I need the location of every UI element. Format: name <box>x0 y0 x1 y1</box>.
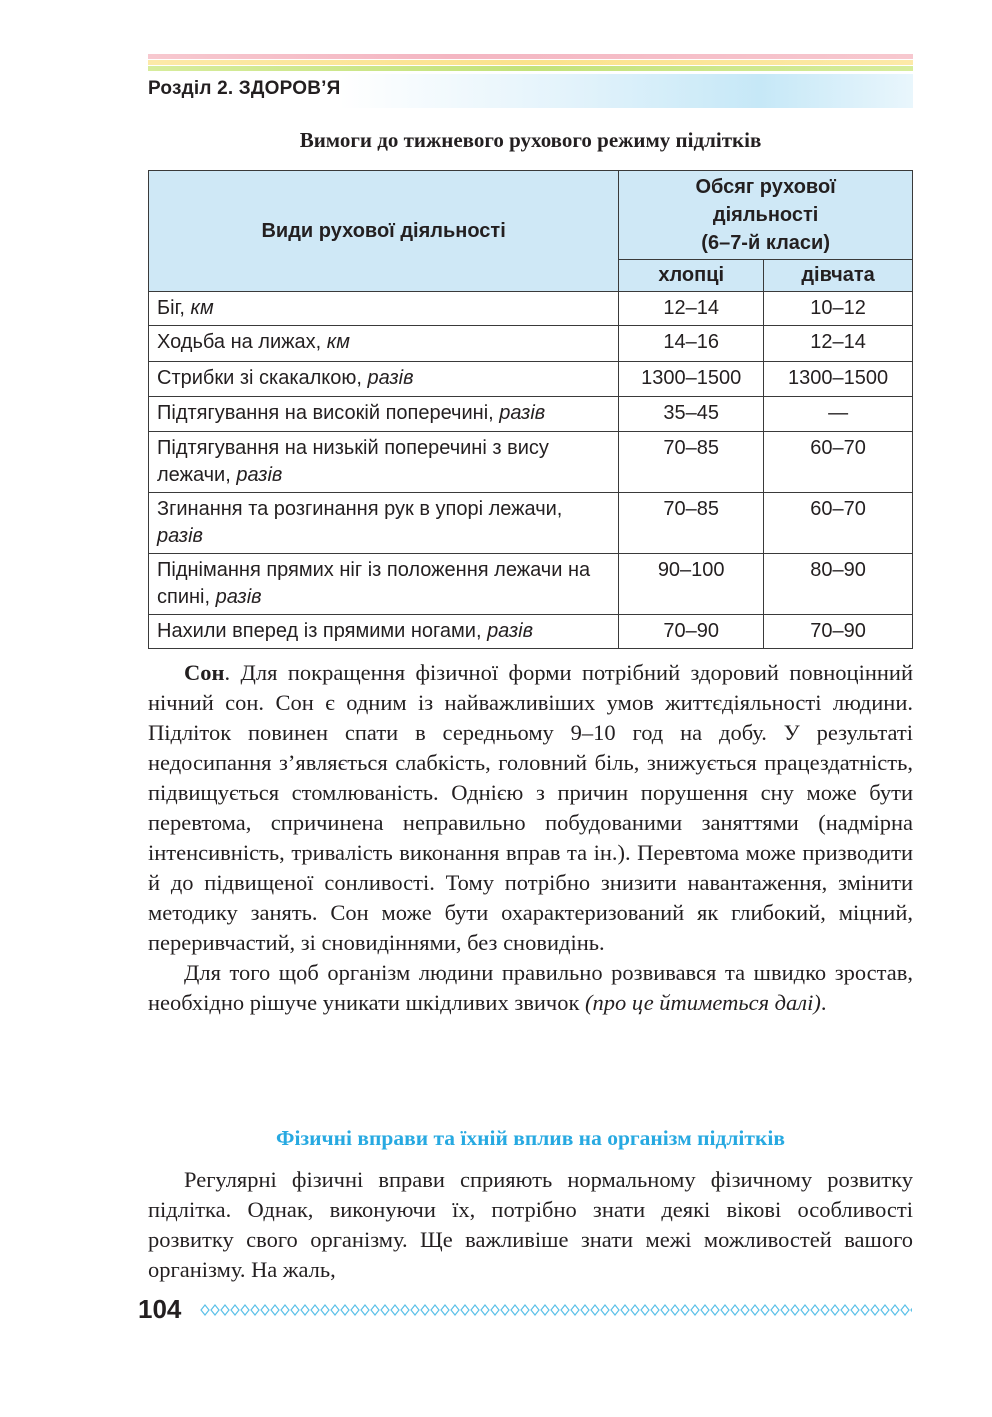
girls-cell: — <box>764 397 913 432</box>
table-row <box>149 326 913 362</box>
table-row <box>149 362 913 397</box>
boys-cell: 70–85 <box>619 493 764 554</box>
activity-cell: Згинання та розгинання рук в упорі лежачи, разів <box>149 493 619 554</box>
table-row <box>149 554 913 615</box>
sleep-term: Сон <box>184 660 225 685</box>
boys-cell: 12–14 <box>619 292 764 326</box>
boys-cell: 1300–1500 <box>619 362 764 397</box>
table-title: Вимоги до тижневого рухового режиму підлітків <box>299 128 762 152</box>
section-subheading: Фізичні вправи та їхній вплив на організм підлітків <box>276 1126 785 1150</box>
girls-cell: 60–70 <box>764 493 913 554</box>
header-stripe-yellow <box>148 60 913 65</box>
boys-cell: 14–16 <box>619 326 764 362</box>
activity-cell: Піднімання прямих ніг із положення лежачи на спині, разів <box>149 554 619 615</box>
header-activity: Види рухової діяльності <box>149 171 619 292</box>
sleep-section <box>148 658 913 1018</box>
exercise-section <box>148 1165 913 1285</box>
table-row <box>149 493 913 554</box>
habits-note: (про це йтиметься далі) <box>585 990 821 1015</box>
sleep-text: . Для покращення фізичної форми потрібний здоровий повноцінний нічний сон. Сон є одним із найважливіших умов життєдіяльності людини. Підліток повинен спати в середньому 9–10 год на добу. У результаті недосипання з’являється слабкість, головний біль, знижується працездатність, підвищується стомлюваність. Однією з причин порушення сну може бути перевтома, спричинена неправильно побудованими заняттями (надмірна інтенсивність, тривалість виконання вправ та ін.). Перевтома може призводити й до підвищеної сонливості. Тому потрібно знизити навантаження, змінити методику занять. Сон може бути охарактеризований як глибокий, міцний, переривчастий, зі сновидіннями, без сновидінь. <box>148 660 913 955</box>
girls-cell: 60–70 <box>764 432 913 493</box>
header-stripe-pink <box>148 54 913 59</box>
sleep-paragraph <box>148 658 913 958</box>
girls-cell: 10–12 <box>764 292 913 326</box>
activity-cell: Ходьба на лижах, км <box>149 326 619 362</box>
habits-text: Для того щоб організм людини правильно розвивався та швидко зростав, необхідно рішуче уникати шкідливих звичок <box>148 960 913 1015</box>
header-volume-line-1: Обсяг рухової <box>695 176 836 198</box>
header-stripe-green <box>148 66 913 71</box>
activity-cell: Стрибки зі скакалкою, разів <box>149 362 619 397</box>
girls-cell: 80–90 <box>764 554 913 615</box>
page-number: 104 <box>138 1294 182 1324</box>
header-volume-line-3: (6–7-й класи) <box>701 232 830 254</box>
girls-cell: 12–14 <box>764 326 913 362</box>
activity-cell: Підтягування на високій поперечині, разів <box>149 397 619 432</box>
header-volume <box>619 171 913 260</box>
girls-cell: 70–90 <box>764 615 913 649</box>
boys-cell: 70–85 <box>619 432 764 493</box>
header-girls: дівчата <box>764 260 913 292</box>
boys-cell: 70–90 <box>619 615 764 649</box>
table-row <box>149 292 913 326</box>
table-row <box>149 432 913 493</box>
table-row <box>149 397 913 432</box>
activity-cell: Нахили вперед із прямими ногами, разів <box>149 615 619 649</box>
section-title: Розділ 2. ЗДОРОВ’Я <box>148 78 341 99</box>
decorative-border <box>200 1303 912 1317</box>
activity-cell: Підтягування на низькій поперечині з вису лежачи, разів <box>149 432 619 493</box>
exercise-paragraph: Регулярні фізичні вправи сприяють нормальному фізичному розвитку підлітка. Однак, виконуючи їх, потрібно знати деякі вікові особливості розвитку свого організму. Ще важливіше знати межі можливостей вашого організму. На жаль, <box>148 1167 913 1282</box>
boys-cell: 35–45 <box>619 397 764 432</box>
table-row <box>149 615 913 649</box>
section-header <box>148 54 913 108</box>
habits-paragraph: Для того щоб організм людини правильно розвивався та швидко зростав, необхідно рішуче уникати шкідливих звичок (про це йтиметься далі). <box>148 960 913 1015</box>
requirements-table <box>148 170 913 649</box>
activity-cell: Біг, км <box>149 292 619 326</box>
boys-cell: 90–100 <box>619 554 764 615</box>
girls-cell: 1300–1500 <box>764 362 913 397</box>
header-boys: хлопці <box>619 260 764 292</box>
header-volume-line-2: діяльності <box>712 204 819 226</box>
